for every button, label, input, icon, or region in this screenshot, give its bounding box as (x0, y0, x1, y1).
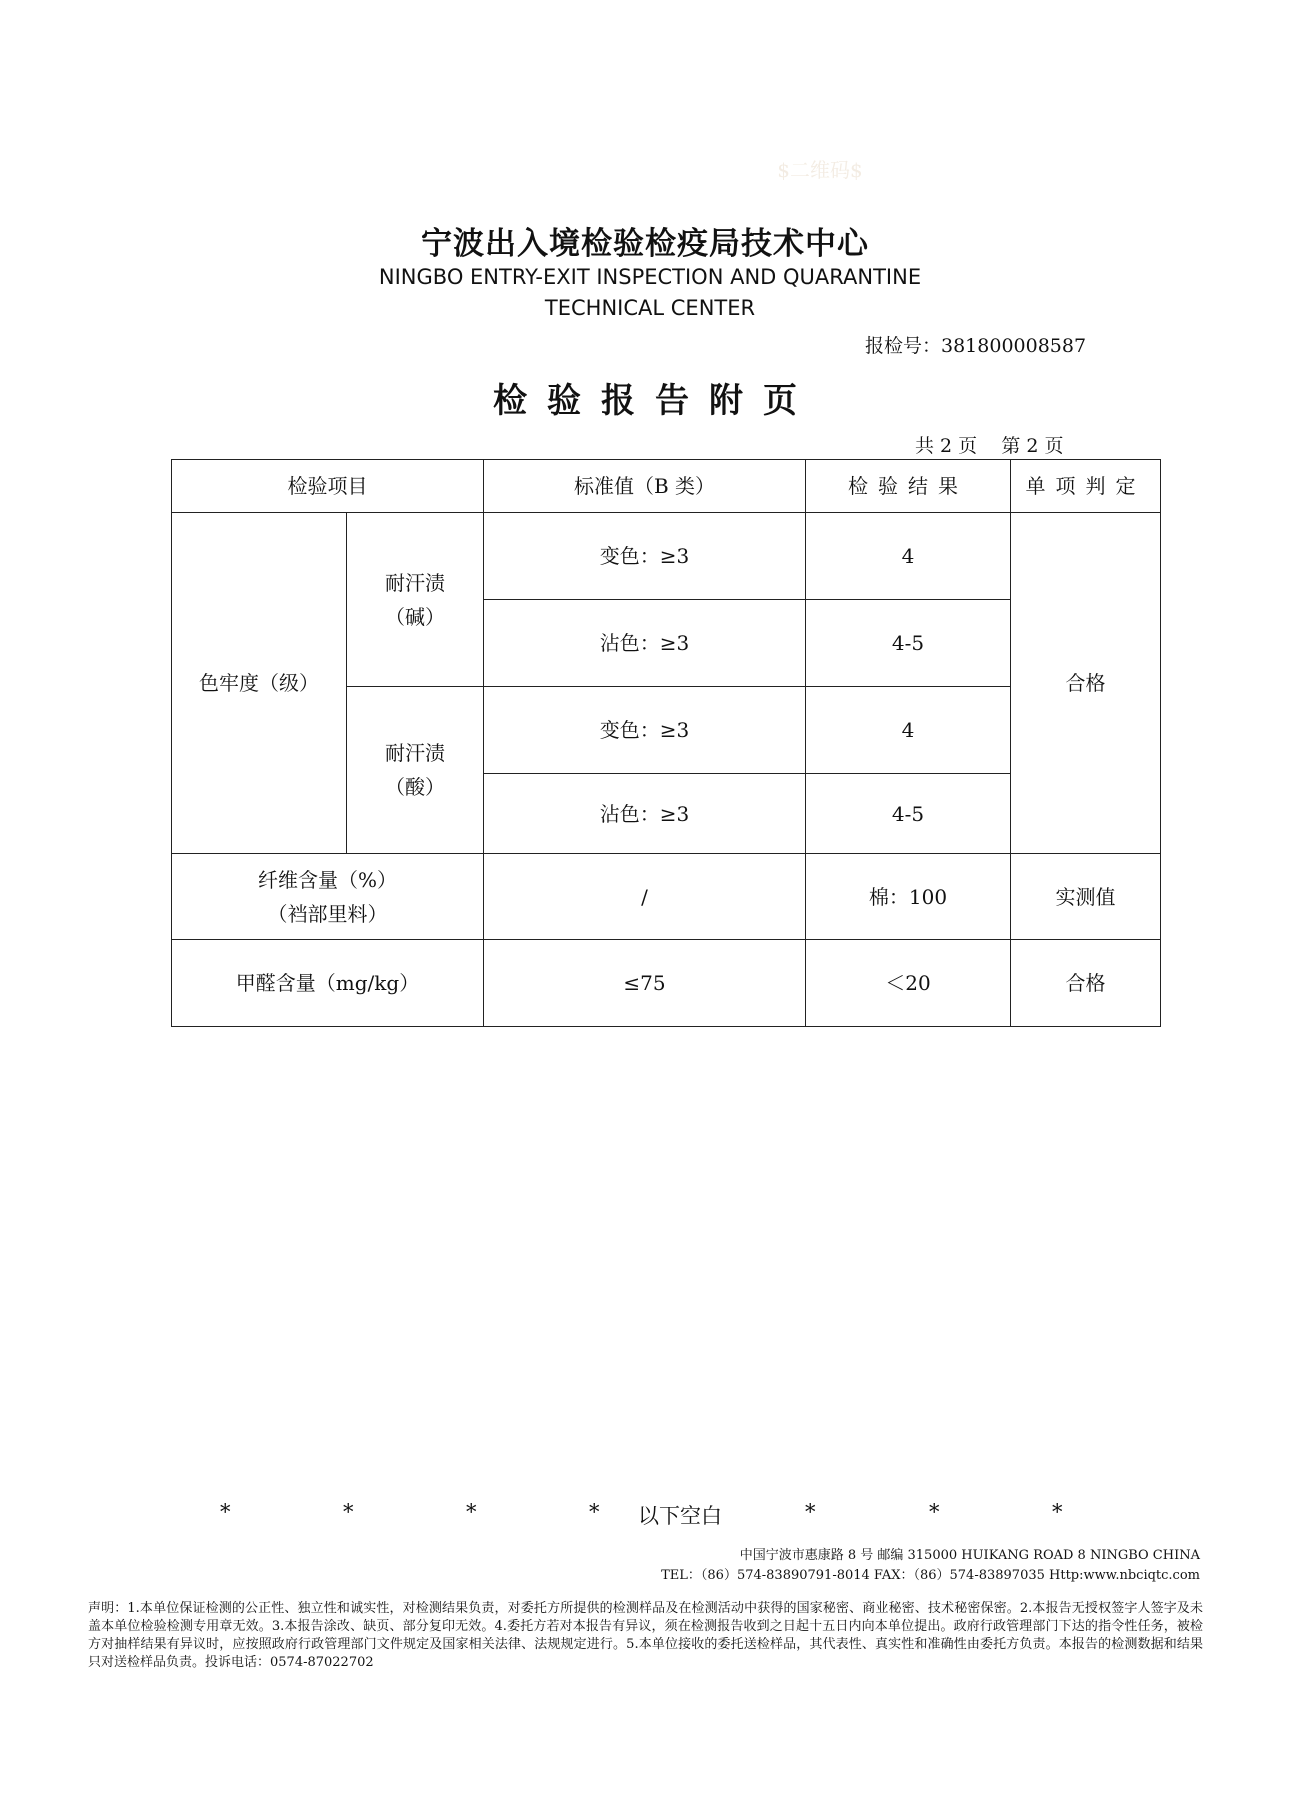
blank-below-text: 以下空白 (638, 1504, 722, 1528)
fiber-label-line1: 纤维含量（%） (257, 867, 397, 892)
standard-cell: / (484, 854, 806, 940)
standard-cell: 沾色：≥3 (484, 774, 806, 854)
table-header-row (172, 460, 1161, 513)
judgment-cell: 合格 (1011, 940, 1161, 1027)
report-title: 检验报告附页 (493, 381, 817, 421)
judgment-cell: 实测值 (1011, 854, 1161, 940)
result-cell: ＜20 (806, 940, 1011, 1027)
sweat-alkali-label (347, 513, 484, 687)
sweat-acid-line2: （酸） (385, 775, 445, 799)
star-mark: * (929, 1500, 940, 1524)
fiber-content-label (172, 854, 484, 940)
table-row (172, 513, 1161, 600)
result-cell: 4 (806, 513, 1011, 600)
star-mark: * (220, 1500, 231, 1524)
page-info: 共 2 页 第 2 页 (915, 435, 1064, 457)
results-table (171, 459, 1161, 1027)
header-item: 检验项目 (172, 460, 484, 513)
blank-below-line (200, 1500, 1100, 1530)
standard-cell: ≤75 (484, 940, 806, 1027)
report-number: 报检号：381800008587 (865, 335, 1087, 357)
sweat-acid-line1: 耐汗渍 (385, 741, 445, 765)
footer-address: 中国宁波市惠康路 8 号 邮编 315000 HUIKANG ROAD 8 NINGBO CHINA (739, 1548, 1200, 1563)
star-mark: * (343, 1500, 354, 1524)
sweat-acid-label (347, 687, 484, 854)
star-mark: * (805, 1500, 816, 1524)
header-result: 检验结果 (806, 460, 1011, 513)
footer-contact: TEL：（86）574-83890791-8014 FAX：（86）574-83897035 Http:www.nbciqtc.com (661, 1568, 1200, 1583)
header-standard: 标准值（B 类） (484, 460, 806, 513)
table-row (172, 940, 1161, 1027)
footer-notice: 声明：1.本单位保证检测的公正性、独立性和诚实性，对检测结果负责，对委托方所提供的检测样品及在检测活动中获得的国家秘密、商业秘密、技术秘密保密。2.本报告无授权签字人签字及未盖本单位检验检测专用章无效。3.本报告涂改、缺页、部分复印无效。4.委托方若对本报告有异议，须在检测报告收到之日起十五日内向本单位提出。政府行政管理部门下达的指令性任务，被检方对抽样结果有异议时，应按照政府行政管理部门文件规定及国家相关法律、法规规定进行。5.本单位接收的委托送检样品，其代表性、真实性和准确性由委托方负责。本报告的检测数据和结果只对送检样品负责。投诉电话：0574-87022702 (88, 1601, 1203, 1670)
table-row (172, 854, 1161, 940)
star-mark: * (589, 1500, 600, 1524)
standard-cell: 变色：≥3 (484, 513, 806, 600)
fiber-label-line2: （裆部里料） (267, 901, 388, 926)
organization-name-en-line1: NINGBO ENTRY-EXIT INSPECTION AND QUARANTINE (378, 265, 922, 289)
standard-cell: 沾色：≥3 (484, 600, 806, 687)
result-cell: 4 (806, 687, 1011, 774)
qr-code-placeholder: $二维码$ (777, 158, 863, 182)
star-mark: * (466, 1500, 477, 1524)
header-judgment: 单项判定 (1011, 460, 1161, 513)
formaldehyde-label: 甲醛含量（mg/kg） (172, 940, 484, 1027)
color-fastness-label: 色牢度（级） (172, 513, 347, 854)
result-cell: 4-5 (806, 774, 1011, 854)
standard-cell: 变色：≥3 (484, 687, 806, 774)
organization-name-en-line2: TECHNICAL CENTER (544, 296, 756, 320)
color-fastness-judgment: 合格 (1011, 513, 1161, 854)
sweat-alkali-line2: （碱） (385, 604, 445, 629)
organization-name-cn: 宁波出入境检验检疫局技术中心 (421, 226, 869, 262)
result-cell: 4-5 (806, 600, 1011, 687)
sweat-alkali-line1: 耐汗渍 (385, 570, 445, 595)
star-mark: * (1052, 1500, 1063, 1524)
result-cell: 棉：100 (806, 854, 1011, 940)
